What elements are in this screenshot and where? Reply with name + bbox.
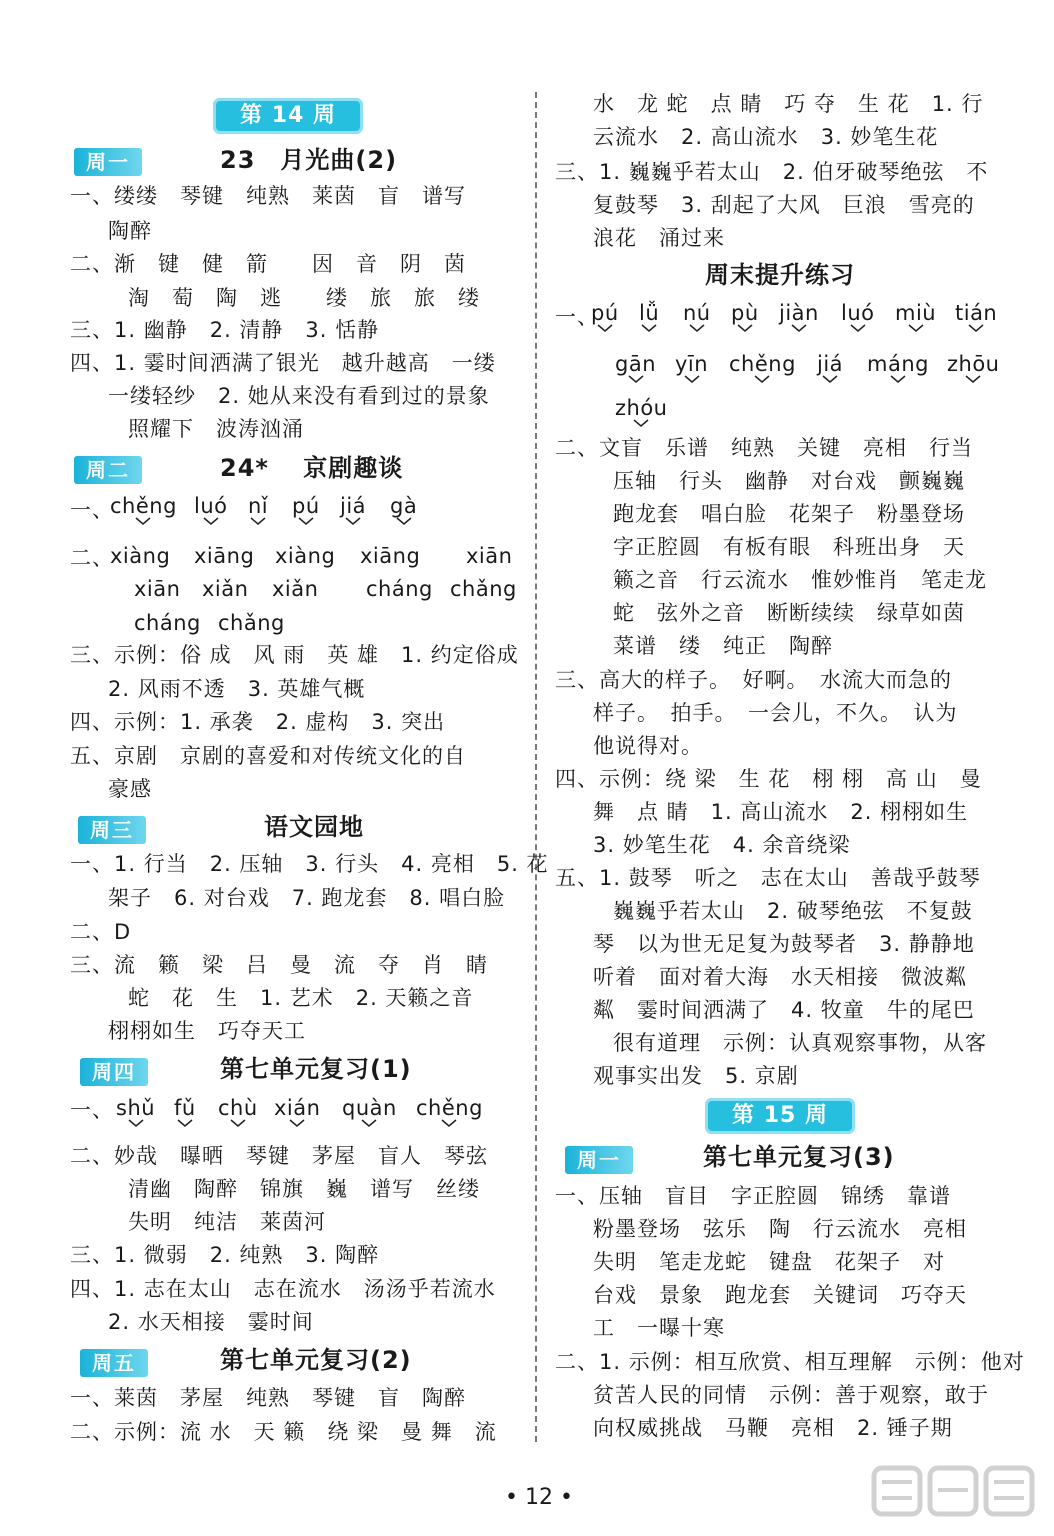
answer-line: 2. 风雨不透 3. 英雄气概 [108,677,366,701]
pinyin-text: xiàng [110,544,171,568]
answer-line: 舞 点 睛 1. 高山流水 2. 栩栩如生 [593,800,969,824]
pinyin-item [729,352,796,383]
tone-check-icon [849,324,867,332]
answer-line: 二、D [70,920,132,944]
tone-check-icon [821,375,839,383]
pinyin-text: chù [218,1096,258,1120]
answer-line: 一、压轴 盲目 字正腔圆 锦绣 靠谱 [555,1184,951,1208]
pinyin-text: miù [895,301,937,325]
answer-line: 豪感 [108,777,152,801]
pinyin-text: nǐ [248,494,269,518]
pinyin-item [292,494,320,525]
pinyin-text: chěng [416,1096,483,1120]
tone-check-icon [889,375,907,383]
answer-line: 听着 面对着大海 水天相接 微波粼 [593,965,967,989]
answer-line: 很有道理 示例：认真观察事物，从客 [613,1031,987,1055]
answer-line: 栩栩如生 巧夺天工 [108,1019,306,1043]
answer-line: 菜谱 缕 纯正 陶醉 [613,634,833,658]
pinyin-text: chěng [729,352,796,376]
pinyin-text: zhōu [947,352,1000,376]
pinyin-item [416,1096,483,1127]
pinyin-item [955,301,997,332]
answer-line: 失明 纯洁 莱茵河 [128,1210,326,1234]
tone-check-icon [632,419,650,427]
pinyin-item [867,352,929,383]
answer-line: 2. 水天相接 霎时间 [108,1310,314,1334]
section-title-review-1: 第七单元复习(1) [220,1055,412,1083]
answer-line: 3. 妙笔生花 4. 余音绕梁 [593,833,851,857]
answer-line: 三、流 籁 梁 吕 曼 流 夺 肖 睛 [70,953,488,977]
answer-line: 巍巍乎若太山 2. 破琴绝弦 不复鼓 [613,899,973,923]
tone-check-icon [967,324,985,332]
tone-check-icon [907,324,925,332]
pinyin-text: gān [615,352,657,376]
answer-line: 二、1. 示例：相互欣赏、相互理解 示例：他对 [555,1350,1025,1374]
pinyin-text: fǔ [174,1096,196,1120]
pinyin-text: quàn [342,1096,397,1120]
pinyin-item [779,301,819,332]
answer-line: 压轴 行头 幽静 对台戏 颤巍巍 [613,469,965,493]
answer-line: 二、示例：流 水 天 籁 绕 梁 曼 舞 流 [70,1420,497,1444]
tone-check-icon [736,324,754,332]
tone-check-icon [627,375,645,383]
section-title-review-3: 第七单元复习(3) [703,1143,895,1171]
pinyin-text: xiān [466,544,513,568]
pinyin-item [615,352,656,383]
pinyin-text: xiāng [194,544,255,568]
pinyin-text: xiǎn [272,577,319,601]
answer-line: 一缕轻纱 2. 她从来没有看到过的景象 [108,384,490,408]
answer-line: 四、1. 志在太山 志在流水 汤汤乎若流水 [70,1277,496,1301]
section-title-24: 24* 京剧趣谈 [220,454,404,482]
answer-line: 跑龙套 唱白脸 花架子 粉墨登场 [613,502,965,526]
pinyin-item [174,1096,196,1127]
day-tag-monday: 周一 [74,148,142,176]
answer-line: 琴 以为世无足复为鼓琴者 3. 静静地 [593,932,975,956]
answer-line: 工 一曝十寒 [593,1316,725,1340]
pinyin-text: chǎng [218,611,285,635]
tone-check-icon [249,517,267,525]
answer-prefix: 一、 [70,498,114,522]
day-tag-monday-wk15: 周一 [565,1146,633,1174]
pinyin-text: tián [955,301,998,325]
tone-check-icon [297,517,315,525]
watermark-logo-icon [868,1462,1038,1528]
pinyin-item [274,1096,320,1127]
answer-line: 四、1. 霎时间洒满了银光 越升越高 一缕 [70,351,496,375]
answer-line: 他说得对。 [593,734,703,758]
tone-check-icon [134,517,152,525]
answer-line: 三、1. 幽静 2. 清静 3. 恬静 [70,318,380,342]
answer-line: 粼 霎时间洒满了 4. 牧童 牛的尾巴 [593,998,975,1022]
pinyin-item [390,494,417,525]
day-tag-tuesday: 周二 [74,456,142,484]
pinyin-item [817,352,843,383]
pinyin-text: xiàng [275,544,336,568]
pinyin-text: xiāng [360,544,421,568]
pinyin-text: lǚ [639,301,660,325]
page-number-value: 12 [524,1485,553,1510]
answer-line: 观事实出发 5. 京剧 [593,1064,799,1088]
answer-prefix: 一、 [555,305,599,329]
pinyin-item [675,352,708,383]
answer-line: 照耀下 波涛汹涌 [128,417,304,441]
answer-line: 二、文盲 乐谱 纯熟 关键 亮相 行当 [555,436,973,460]
day-tag-friday: 周五 [80,1349,148,1377]
pinyin-text: xiǎn [202,577,249,601]
answer-line: 陶醉 [108,219,152,243]
pinyin-item [683,301,711,332]
answer-line: 四、示例：1. 承袭 2. 虚构 3. 突出 [70,710,446,734]
answer-line: 清幽 陶醉 锦旗 巍 谱写 丝缕 [128,1177,480,1201]
pinyin-text: xián [274,1096,321,1120]
answer-line: 粉墨登场 弦乐 陶 行云流水 亮相 [593,1217,967,1241]
pinyin-item [342,1096,397,1127]
pinyin-item [731,301,759,332]
tone-check-icon [640,324,658,332]
tone-check-icon [395,517,413,525]
tone-check-icon [344,517,362,525]
pinyin-item [615,396,668,427]
answer-line: 三、示例：俗 成 风 雨 英 雄 1. 约定俗成 [70,643,519,667]
answer-line: 一、1. 行当 2. 压轴 3. 行头 4. 亮相 5. 花 [70,852,549,876]
answer-line: 失明 笔走龙蛇 键盘 花架子 对 [593,1250,945,1274]
week-14-banner: 第 14 周 [213,98,363,134]
tone-check-icon [229,1119,247,1127]
pinyin-text: chǎng [450,577,517,601]
pinyin-text: pú [292,494,320,518]
answer-line: 浪花 涌过来 [593,226,725,250]
pinyin-text: luó [194,494,228,518]
answer-line: 淘 萄 陶 逃 缕 旅 旅 缕 [128,286,480,310]
pinyin-text: chěng [110,494,177,518]
tone-check-icon [790,324,808,332]
tone-check-icon [127,1119,145,1127]
pinyin-text: jiá [817,352,844,376]
pinyin-item [116,1096,155,1127]
answer-line: 字正腔圆 有板有眼 科班出身 天 [613,535,965,559]
section-title-23: 23 月光曲(2) [220,146,398,174]
answer-line: 三、1. 巍巍乎若太山 2. 伯牙破琴绝弦 不 [555,160,989,184]
pinyin-text: zhóu [615,396,668,420]
pinyin-text: nú [683,301,711,325]
pinyin-text: máng [867,352,929,376]
answer-line: 五、京剧 京剧的喜爱和对传统文化的自 [70,744,466,768]
day-tag-wednesday: 周三 [78,816,146,844]
answer-line: 一、莱茵 茅屋 纯熟 琴键 盲 陶醉 [70,1386,466,1410]
pinyin-text: luó [841,301,875,325]
pinyin-text: xiān [134,577,181,601]
pinyin-item [591,301,619,332]
pinyin-item [110,494,177,525]
pinyin-item [248,494,268,525]
section-title-review-2: 第七单元复习(2) [220,1346,412,1374]
pinyin-item [194,494,228,525]
answer-line: 四、示例：绕 梁 生 花 栩 栩 高 山 曼 [555,767,982,791]
pinyin-text: yīn [675,352,709,376]
week-15-banner: 第 15 周 [705,1098,855,1134]
pinyin-text: jiàn [779,301,819,325]
pinyin-text: shǔ [116,1096,156,1120]
tone-check-icon [360,1119,378,1127]
answer-line: 二、渐 键 健 箭 因 音 阴 茵 [70,252,466,276]
tone-check-icon [683,375,701,383]
pinyin-text: pù [731,301,759,325]
tone-check-icon [288,1119,306,1127]
tone-check-icon [964,375,982,383]
tone-check-icon [176,1119,194,1127]
answer-line: 一、缕缕 琴键 纯熟 莱茵 盲 谱写 [70,184,466,208]
tone-check-icon [753,375,771,383]
answer-line: 三、高大的样子。 好啊。 水流大而急的 [555,668,952,692]
section-title-yuwen: 语文园地 [264,813,364,841]
answer-line: 复鼓琴 3. 刮起了大风 巨浪 雪亮的 [593,193,975,217]
answer-prefix: 二、 [70,546,114,570]
tone-check-icon [596,324,614,332]
answer-line: 三、1. 微弱 2. 纯熟 3. 陶醉 [70,1243,380,1267]
column-divider [535,92,537,1442]
pinyin-item [218,1096,258,1127]
answer-line: 籁之音 行云流水 惟妙惟肖 笔走龙 [613,568,987,592]
answer-line: 贫苦人民的同情 示例：善于观察，敢于 [593,1383,989,1407]
tone-check-icon [440,1119,458,1127]
answer-line: 向权威挑战 马鞭 亮相 2. 锤子期 [593,1416,953,1440]
section-title-weekend: 周末提升练习 [705,261,855,289]
answer-prefix: 一、 [70,1098,114,1122]
answer-line: 五、1. 鼓琴 听之 志在太山 善哉乎鼓琴 [555,866,981,890]
pinyin-text: jiá [340,494,367,518]
pinyin-text: gà [390,494,418,518]
pinyin-item [639,301,659,332]
answer-line: 蛇 弦外之音 断断续续 绿草如茵 [613,601,965,625]
pinyin-item [895,301,936,332]
answer-line: 二、妙哉 曝晒 琴键 茅屋 盲人 琴弦 [70,1144,488,1168]
pinyin-text: cháng [366,577,433,601]
day-tag-thursday: 周四 [80,1058,148,1086]
answer-line: 台戏 景象 跑龙套 关键词 巧夺天 [593,1283,967,1307]
answer-line: 水 龙 蛇 点 睛 巧 夺 生 花 1. 行 [593,92,984,116]
answer-line: 云流水 2. 高山流水 3. 妙笔生花 [593,125,939,149]
tone-check-icon [688,324,706,332]
pinyin-item [340,494,366,525]
tone-check-icon [202,517,220,525]
pinyin-text: cháng [134,611,201,635]
answer-line: 蛇 花 生 1. 艺术 2. 天籁之音 [128,986,474,1010]
pinyin-item [841,301,875,332]
page-number: • 12 • [505,1485,573,1510]
pinyin-text: pú [591,301,619,325]
pinyin-item [947,352,1000,383]
answer-line: 架子 6. 对台戏 7. 跑龙套 8. 唱白脸 [108,886,506,910]
answer-line: 样子。 拍手。 一会儿，不久。 认为 [593,701,958,725]
